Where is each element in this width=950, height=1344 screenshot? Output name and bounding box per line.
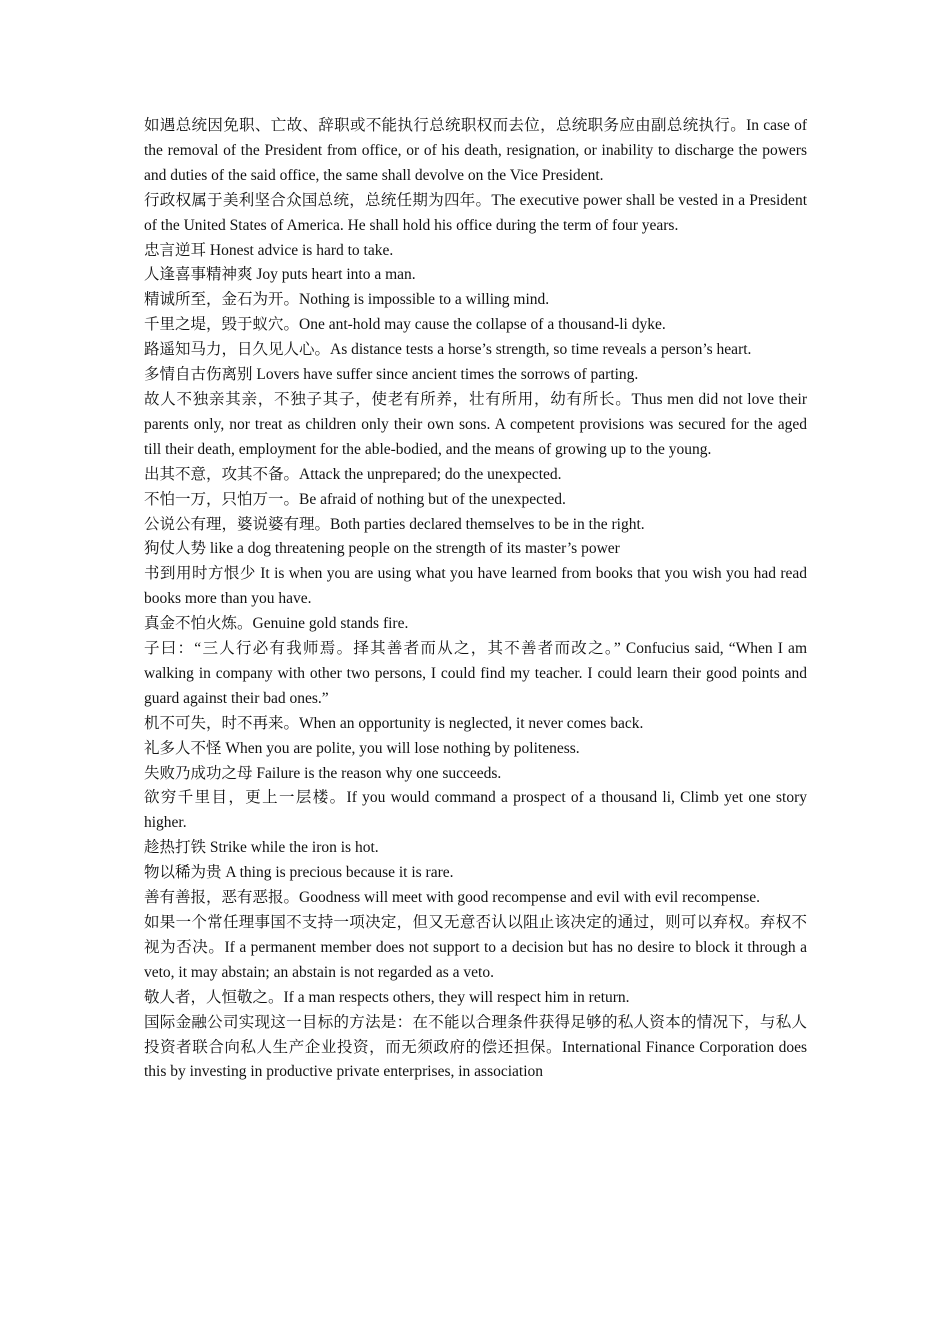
paragraph: 忠言逆耳 Honest advice is hard to take. xyxy=(144,241,394,259)
paragraph: 真金不怕火炼。Genuine gold stands fire. xyxy=(144,615,409,633)
paragraph: 欲穷千里目，更上一层楼。If you would command a prospect of a thousand li, Climb yet one story higher. xyxy=(144,789,807,832)
paragraph: 礼多人不怪 When you are polite, you will lose nothing by politeness. xyxy=(144,739,580,757)
paragraph: 如遇总统因免职、亡故、辞职或不能执行总统职权而去位，总统职务应由副总统执行。In case of the removal of the President from office, or of his death, resignation, or inability to discharge the powers and duties of the said office, the same shall devolve on the Vice President. xyxy=(144,117,807,184)
paragraph: 趁热打铁 Strike while the iron is hot. xyxy=(144,839,379,857)
paragraph: 物以稀为贵 A thing is precious because it is rare. xyxy=(144,864,454,882)
paragraph: 公说公有理，婆说婆有理。Both parties declared themselves to be in the right. xyxy=(144,515,645,533)
paragraph: 如果一个常任理事国不支持一项决定，但又无意否认以阻止该决定的通过，则可以弃权。弃权不视为否决。If a permanent member does not support to a decision but has no desire to block it through a veto, it may abstain; an abstain is not regarded as a veto. xyxy=(144,914,807,981)
paragraph: 国际金融公司实现这一目标的方法是：在不能以合理条件获得足够的私人资本的情况下，与私人投资者联合向私人生产企业投资，而无须政府的偿还担保。International Finance Corporation does this by investing in productive private enterprises, in association xyxy=(144,1013,807,1081)
paragraph: 善有善报，恶有恶报。Goodness will meet with good recompense and evil with evil recompense. xyxy=(144,889,761,907)
paragraph: 人逢喜事精神爽 Joy puts heart into a man. xyxy=(144,266,416,284)
paragraph: 书到用时方恨少 It is when you are using what you have learned from books that you wish you had read books more than you have. xyxy=(144,565,807,608)
paragraph: 精诚所至，金石为开。Nothing is impossible to a willing mind. xyxy=(144,291,550,309)
paragraph: 不怕一万，只怕万一。Be afraid of nothing but of the unexpected. xyxy=(144,490,566,508)
document-page xyxy=(144,114,807,1085)
paragraph: 失败乃成功之母 Failure is the reason why one succeeds. xyxy=(144,764,502,782)
paragraph: 千里之堤，毁于蚁穴。One ant-hold may cause the collapse of a thousand-li dyke. xyxy=(144,316,666,334)
paragraph: 多情自古伤离别 Lovers have suffer since ancient times the sorrows of parting. xyxy=(144,366,639,384)
paragraph: 狗仗人势 like a dog threatening people on the strength of its master’s power xyxy=(144,540,620,558)
paragraph: 行政权属于美利坚合众国总统，总统任期为四年。The executive power shall be vested in a President of the United States of America. He shall hold his office during the term of four years. xyxy=(144,191,807,234)
paragraph: 路遥知马力，日久见人心。As distance tests a horse’s strength, so time reveals a person’s heart. xyxy=(144,341,752,359)
paragraph: 出其不意，攻其不备。Attack the unprepared; do the unexpected. xyxy=(144,465,562,483)
paragraph: 子曰：“三人行必有我师焉。择其善者而从之，其不善者而改之。” Confucius said, “When I am walking in company with other two persons, I could find my teacher. I could learn their good points and guard against their bad ones.” xyxy=(144,640,807,707)
paragraph: 机不可失，时不再来。When an opportunity is neglected, it never comes back. xyxy=(144,714,644,732)
paragraph: 故人不独亲其亲，不独子其子，使老有所养，壮有所用，幼有所长。Thus men did not love their parents only, nor treat as children only their own sons. A competent provisions was secured for the aged till their death, employment for the able-bodied, and the means of growing up to the young. xyxy=(144,390,807,458)
paragraph: 敬人者，人恒敬之。If a man respects others, they will respect him in return. xyxy=(144,988,630,1006)
